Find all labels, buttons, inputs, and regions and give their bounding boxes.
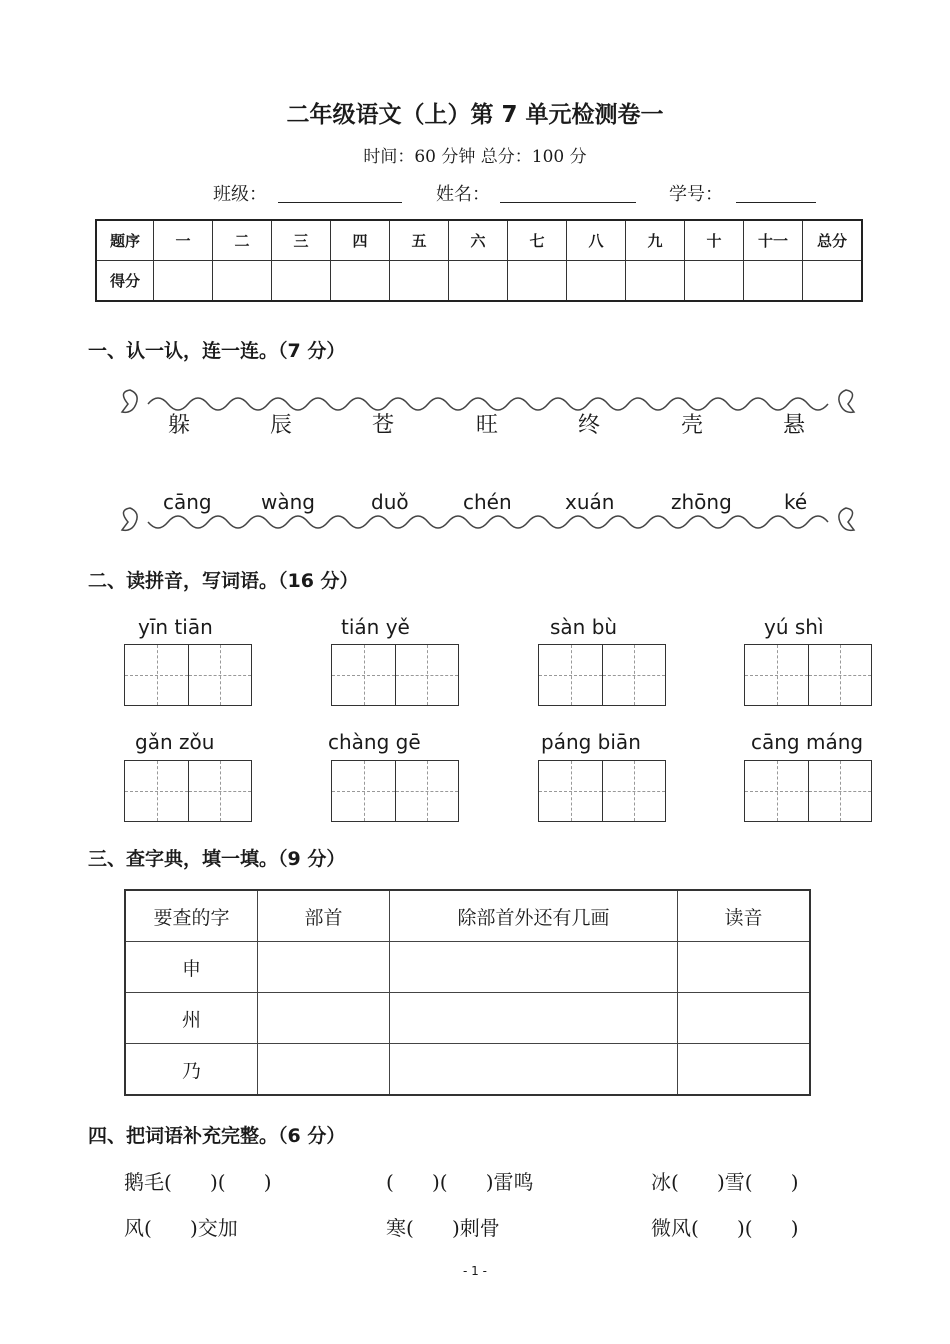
dictionary-table (124, 889, 811, 1096)
score-value-row (96, 261, 862, 302)
dict-row (125, 993, 810, 1044)
match-character[interactable]: 壳 (681, 413, 704, 438)
dict-answer-cell[interactable] (258, 942, 390, 993)
pinyin-prompt: cāng máng (751, 730, 864, 754)
match-pinyin[interactable]: ké (784, 490, 808, 514)
section-2-title: 二、读拼音，写词语。（16 分） (88, 570, 359, 592)
idiom-blank[interactable]: ( )( )雷鸣 (386, 1170, 534, 1194)
dict-row (125, 942, 810, 993)
name-blank[interactable] (500, 202, 636, 203)
score-input-cell[interactable] (390, 261, 449, 302)
pinyin-prompt: tián yě (341, 615, 410, 639)
writing-grid[interactable] (124, 760, 252, 822)
score-cell: 五 (390, 220, 449, 261)
writing-grid[interactable] (331, 644, 459, 706)
dict-header: 除部首外还有几画 (390, 890, 678, 942)
pinyin-prompt: yīn tiān (138, 615, 213, 639)
pinyin-prompt: páng biān (541, 730, 641, 754)
exam-info: 时间：60 分钟 总分：100 分 (363, 147, 587, 167)
match-character[interactable]: 旺 (476, 413, 499, 438)
score-input-cell[interactable] (213, 261, 272, 302)
class-blank[interactable] (278, 202, 402, 203)
pinyin-prompt: sàn bù (550, 615, 618, 639)
score-cell: 七 (508, 220, 567, 261)
pinyin-prompt: gǎn zǒu (135, 730, 215, 754)
idiom-blank[interactable]: 寒( )刺骨 (386, 1216, 500, 1240)
pinyin-prompt: yú shì (764, 615, 824, 639)
page-number: - 1 - (463, 1264, 487, 1278)
score-cell: 三 (272, 220, 331, 261)
writing-grid[interactable] (744, 644, 872, 706)
match-character[interactable]: 终 (578, 413, 601, 438)
score-row-label: 得分 (96, 261, 154, 302)
score-input-cell[interactable] (154, 261, 213, 302)
score-input-cell[interactable] (803, 261, 863, 302)
dict-answer-cell[interactable] (678, 1044, 811, 1096)
dict-row (125, 1044, 810, 1096)
match-pinyin[interactable]: chén (463, 490, 512, 514)
score-input-cell[interactable] (331, 261, 390, 302)
dict-answer-cell[interactable] (390, 993, 678, 1044)
name-label: 姓名： (436, 184, 490, 205)
score-cell: 题序 (96, 220, 154, 261)
writing-grid[interactable] (124, 644, 252, 706)
dict-answer-cell[interactable] (390, 942, 678, 993)
match-pinyin[interactable]: zhōng (671, 490, 732, 514)
score-cell: 九 (626, 220, 685, 261)
idiom-blank[interactable]: 冰( )雪( ) (651, 1170, 799, 1194)
match-character[interactable]: 悬 (783, 413, 806, 438)
score-cell: 十一 (744, 220, 803, 261)
writing-grid[interactable] (538, 760, 666, 822)
score-input-cell[interactable] (567, 261, 626, 302)
idiom-blank[interactable]: 微风( )( ) (651, 1216, 799, 1240)
match-pinyin[interactable]: xuán (565, 490, 615, 514)
idiom-blank[interactable]: 风( )交加 (124, 1216, 238, 1240)
dict-answer-cell[interactable] (678, 942, 811, 993)
score-input-cell[interactable] (685, 261, 744, 302)
score-cell: 十 (685, 220, 744, 261)
score-input-cell[interactable] (626, 261, 685, 302)
score-table (95, 219, 863, 302)
score-input-cell[interactable] (449, 261, 508, 302)
dict-header: 部首 (258, 890, 390, 942)
match-character[interactable]: 躲 (168, 413, 191, 438)
writing-grid[interactable] (744, 760, 872, 822)
score-cell: 六 (449, 220, 508, 261)
idiom-blank[interactable]: 鹅毛( )( ) (124, 1170, 272, 1194)
number-label: 学号： (669, 184, 723, 205)
score-cell: 八 (567, 220, 626, 261)
writing-grid[interactable] (538, 644, 666, 706)
score-header-row (96, 220, 862, 261)
dict-answer-cell[interactable] (258, 993, 390, 1044)
score-cell: 二 (213, 220, 272, 261)
score-input-cell[interactable] (508, 261, 567, 302)
match-pinyin[interactable]: wàng (261, 490, 315, 514)
dict-answer-cell[interactable] (258, 1044, 390, 1096)
decorative-vine-bottom (118, 500, 858, 540)
score-input-cell[interactable] (272, 261, 331, 302)
score-input-cell[interactable] (744, 261, 803, 302)
dict-answer-cell[interactable] (678, 993, 811, 1044)
match-character[interactable]: 辰 (270, 413, 293, 438)
dict-header: 要查的字 (125, 890, 258, 942)
score-cell: 总分 (803, 220, 863, 261)
number-blank[interactable] (736, 202, 816, 203)
match-pinyin[interactable]: duǒ (371, 490, 409, 514)
class-label: 班级： (213, 184, 267, 205)
dict-character: 乃 (125, 1044, 258, 1096)
section-1-title: 一、认一认，连一连。（7 分） (88, 340, 346, 362)
dict-character: 州 (125, 993, 258, 1044)
section-4-title: 四、把词语补充完整。（6 分） (88, 1125, 346, 1147)
dict-header-row (125, 890, 810, 942)
match-pinyin[interactable]: cāng (163, 490, 212, 514)
score-cell: 四 (331, 220, 390, 261)
pinyin-prompt: chàng gē (328, 730, 421, 754)
section-3-title: 三、查字典，填一填。（9 分） (88, 848, 346, 870)
dict-character: 申 (125, 942, 258, 993)
page-title: 二年级语文（上）第 7 单元检测卷一 (286, 102, 664, 128)
writing-grid[interactable] (331, 760, 459, 822)
match-character[interactable]: 苍 (372, 413, 395, 438)
score-cell: 一 (154, 220, 213, 261)
dict-header: 读音 (678, 890, 811, 942)
dict-answer-cell[interactable] (390, 1044, 678, 1096)
